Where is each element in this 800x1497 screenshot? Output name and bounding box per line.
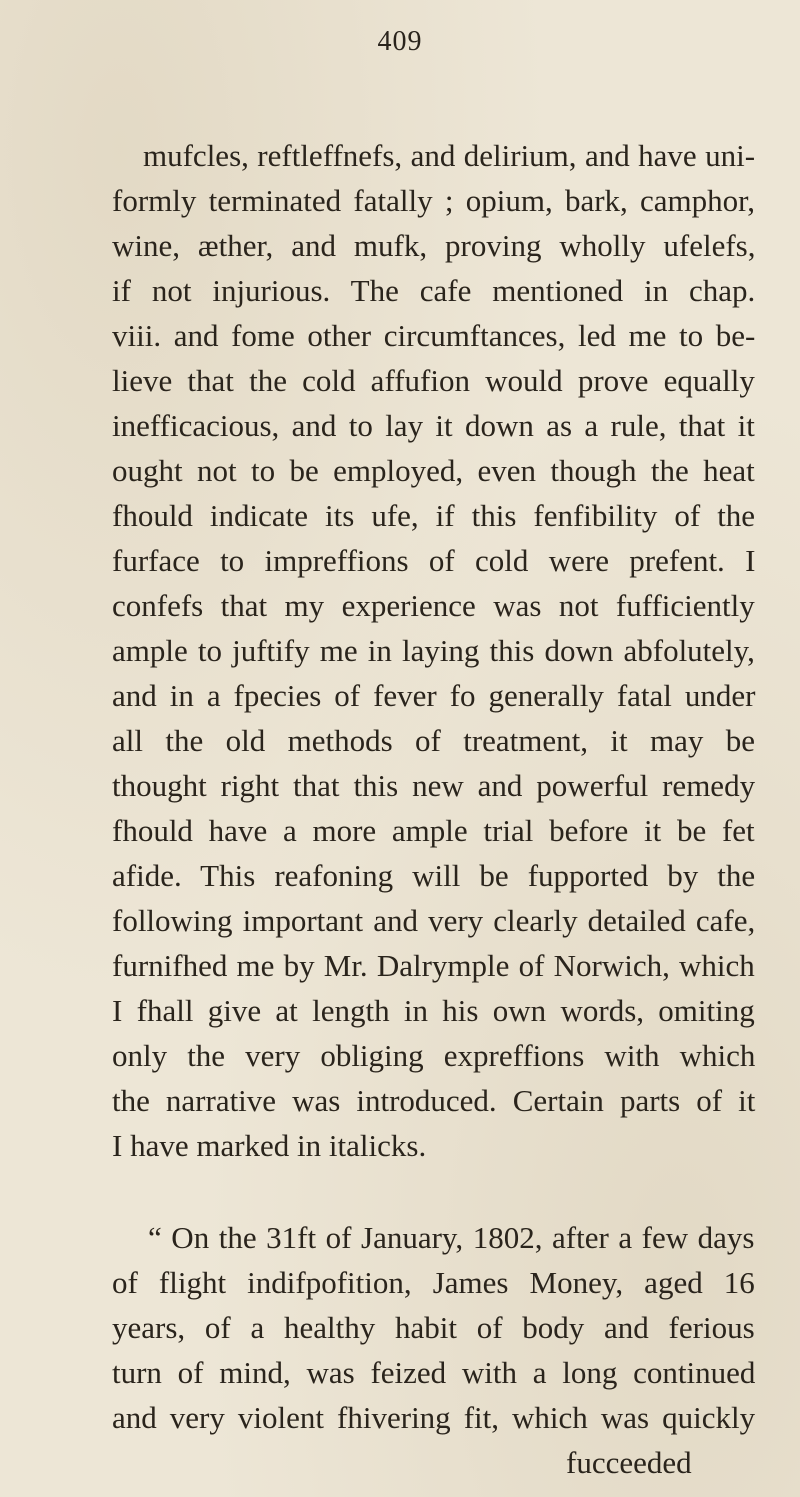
page-number: 409 — [377, 26, 423, 57]
text-line: fucceeded — [566, 1445, 692, 1480]
text-line: thought right that this new and powerful remedy — [112, 768, 756, 803]
text-line: formly terminated fatally ; opium, bark, camphor, — [112, 183, 755, 218]
text-line: furface to impreffions of cold were prefent. I — [112, 543, 756, 578]
text-line: lieve that the cold affufion would prove equally — [112, 363, 755, 398]
text-line: fhould have a more ample trial before it be fet — [112, 813, 755, 848]
text-line: inefficacious, and to lay it down as a rule, that it — [112, 408, 755, 443]
text-line: confefs that my experience was not fufficiently — [112, 588, 755, 623]
text-line: afide. This reafoning will be fupported by the — [112, 858, 756, 893]
text-line: years, of a healthy habit of body and ferious — [112, 1310, 755, 1345]
text-line: viii. and fome other circumftances, led me to be- — [112, 318, 756, 353]
text-line: ought not to be employed, even though the heat — [112, 453, 755, 488]
text-line: following important and very clearly detailed cafe, — [112, 903, 756, 938]
text-line: and very violent fhivering fit, which was quickly — [112, 1400, 756, 1435]
text-line: and in a fpecies of fever fo generally fatal under — [112, 678, 756, 713]
text-line: I fhall give at length in his own words, omiting — [112, 993, 755, 1028]
text-line: all the old methods of treatment, it may be — [112, 723, 756, 758]
text-line: only the very obliging expreffions with which — [112, 1038, 756, 1073]
text-line: mufcles, reftleffnefs, and delirium, and have uni- — [143, 138, 756, 173]
text-line: ample to juftify me in laying this down abfolutely, — [112, 633, 755, 668]
text-line: wine, æther, and mufk, proving wholly ufelefs, — [112, 228, 756, 263]
text-line: of flight indifpofition, James Money, aged 16 — [112, 1265, 755, 1300]
text-line: turn of mind, was feized with a long continued — [112, 1355, 756, 1390]
text-line: fhould indicate its ufe, if this fenfibility of the — [112, 498, 756, 533]
text-line: “ On the 31ft of January, 1802, after a few days — [148, 1220, 755, 1255]
text-line: furnifhed me by Mr. Dalrymple of Norwich, which — [112, 948, 755, 983]
text-line: if not injurious. The cafe mentioned in chap. — [112, 273, 756, 308]
text-line: I have marked in italicks. — [112, 1128, 427, 1163]
text-line: the narrative was introduced. Certain parts of it — [112, 1083, 756, 1118]
